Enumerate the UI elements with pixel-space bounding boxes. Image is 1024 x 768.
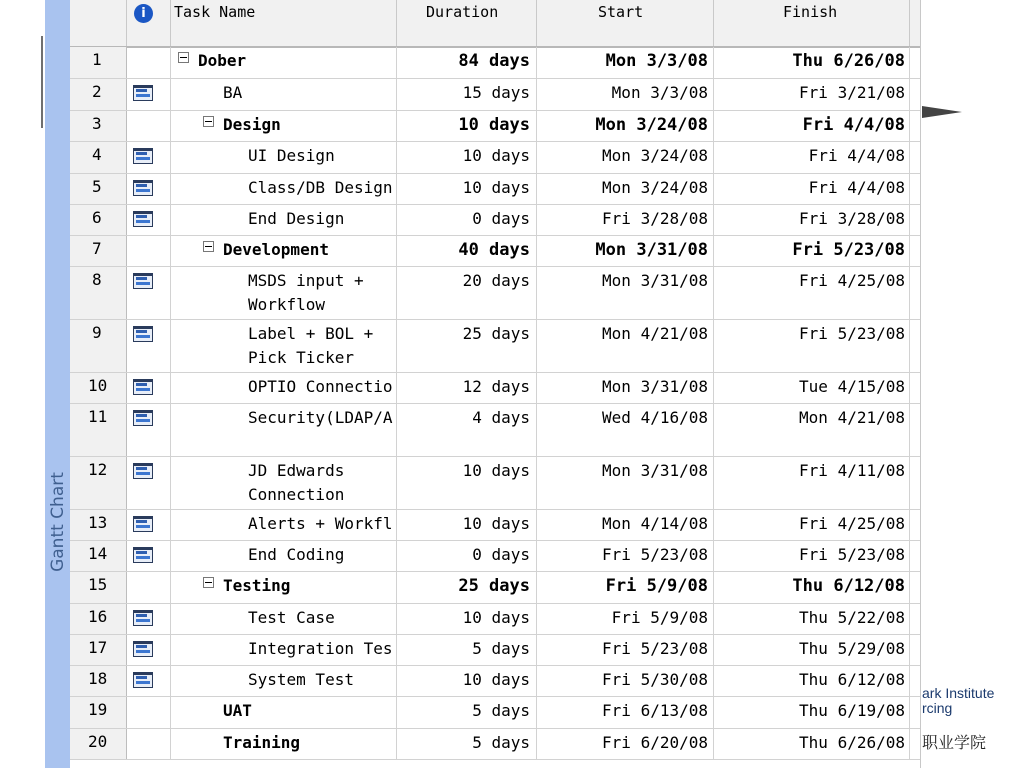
- start-value: Fri 5/9/08: [605, 576, 708, 596]
- finish-value: Mon 4/21/08: [799, 408, 905, 427]
- row-id: 3: [92, 114, 102, 133]
- indicator-cell[interactable]: [127, 79, 171, 110]
- start-value: Fri 5/30/08: [602, 670, 708, 689]
- collapse-toggle-icon[interactable]: [203, 241, 214, 252]
- task-name-cell[interactable]: [171, 373, 397, 403]
- row-id-cell[interactable]: [70, 635, 127, 665]
- start-cell[interactable]: [537, 404, 714, 456]
- start-value: Fri 5/23/08: [602, 639, 708, 658]
- pointer-arrow: [922, 106, 962, 118]
- row-id-cell[interactable]: [70, 373, 127, 403]
- start-cell[interactable]: [537, 111, 714, 141]
- finish-value: Fri 4/11/08: [799, 461, 905, 480]
- task-name: Alerts + Workfl: [248, 514, 393, 533]
- task-name: Class/DB Design: [248, 178, 393, 197]
- task-name: Integration Tes: [248, 639, 393, 658]
- finish-cell[interactable]: [714, 142, 910, 173]
- task-name-cell[interactable]: [171, 111, 397, 141]
- row-id: 17: [88, 638, 108, 657]
- duration-value: 10 days: [462, 514, 530, 533]
- indicator-cell[interactable]: [127, 142, 171, 173]
- gantt-view-label: Gantt Chart: [47, 472, 68, 572]
- table-row[interactable]: [70, 267, 920, 320]
- table-row[interactable]: [70, 320, 920, 373]
- row-id: 15: [88, 575, 108, 594]
- start-cell[interactable]: [537, 697, 714, 728]
- row-id: 8: [92, 270, 102, 289]
- row-id: 2: [92, 82, 102, 101]
- duration-value: 20 days: [462, 271, 530, 290]
- task-name: Security(LDAP/A: [248, 408, 393, 427]
- indicator-cell[interactable]: [127, 373, 171, 403]
- indicator-cell[interactable]: [127, 111, 171, 141]
- row-id: 16: [88, 607, 108, 626]
- task-name: UI Design: [248, 146, 335, 165]
- indicators-header[interactable]: [127, 0, 171, 46]
- duration-cell[interactable]: [397, 457, 537, 509]
- table-row[interactable]: [70, 174, 920, 205]
- duration-cell[interactable]: [397, 729, 537, 759]
- table-row[interactable]: [70, 604, 920, 635]
- start-cell[interactable]: [537, 666, 714, 696]
- start-value: Mon 3/31/08: [595, 240, 708, 260]
- finish-value: Thu 6/12/08: [792, 576, 905, 596]
- finish-value: Fri 5/23/08: [799, 324, 905, 343]
- duration-value: 25 days: [458, 576, 530, 596]
- duration-value: 40 days: [458, 240, 530, 260]
- indicator-cell[interactable]: [127, 510, 171, 540]
- task-name-cell[interactable]: [171, 697, 397, 728]
- slide-left-rule: [41, 36, 43, 128]
- table-row[interactable]: [70, 457, 920, 510]
- row-id: 5: [92, 177, 102, 196]
- task-name-cell[interactable]: [171, 205, 397, 235]
- start-cell[interactable]: [537, 729, 714, 759]
- task-note-icon[interactable]: [133, 516, 153, 532]
- select-all-header[interactable]: [70, 0, 127, 46]
- finish-cell[interactable]: [714, 267, 910, 319]
- start-value: Mon 3/3/08: [605, 51, 708, 71]
- finish-cell[interactable]: [714, 111, 910, 141]
- indicator-cell[interactable]: [127, 541, 171, 571]
- row-id-cell[interactable]: [70, 510, 127, 540]
- finish-value: Thu 6/12/08: [799, 670, 905, 689]
- finish-cell[interactable]: [714, 604, 910, 634]
- finish-cell[interactable]: [714, 205, 910, 235]
- task-note-icon[interactable]: [133, 379, 153, 395]
- start-cell[interactable]: [537, 541, 714, 571]
- table-row[interactable]: [70, 373, 920, 404]
- indicator-cell[interactable]: [127, 174, 171, 204]
- task-name: OPTIO Connectio: [248, 377, 393, 396]
- row-id-cell[interactable]: [70, 236, 127, 266]
- indicator-cell[interactable]: [127, 457, 171, 509]
- collapse-toggle-icon[interactable]: [203, 577, 214, 588]
- start-value: Mon 3/31/08: [602, 377, 708, 396]
- task-name: BA: [223, 83, 243, 102]
- indicator-cell[interactable]: [127, 404, 171, 456]
- duration-cell[interactable]: [397, 604, 537, 634]
- row-id: 12: [88, 460, 108, 479]
- task-name: Training: [223, 733, 301, 752]
- start-value: Wed 4/16/08: [602, 408, 708, 427]
- task-name: Test Case: [248, 608, 335, 627]
- start-cell[interactable]: [537, 174, 714, 204]
- task-name: End Design: [248, 209, 345, 228]
- row-id-cell[interactable]: [70, 729, 127, 759]
- start-value: Fri 5/23/08: [602, 545, 708, 564]
- row-id-cell[interactable]: [70, 572, 127, 603]
- indicator-cell[interactable]: [127, 604, 171, 634]
- duration-cell[interactable]: [397, 510, 537, 540]
- duration-value: 84 days: [458, 51, 530, 71]
- duration-value: 5 days: [472, 701, 530, 720]
- task-name: Dober: [198, 51, 247, 70]
- finish-cell[interactable]: [714, 457, 910, 509]
- institute-brand-cn: 职业学院: [922, 733, 987, 752]
- duration-cell[interactable]: [397, 205, 537, 235]
- duration-value: 0 days: [472, 545, 530, 564]
- start-cell[interactable]: [537, 236, 714, 266]
- start-cell[interactable]: [537, 79, 714, 110]
- column-header-row: [70, 0, 920, 48]
- finish-value: Thu 5/22/08: [799, 608, 905, 627]
- task-name-cell[interactable]: [171, 267, 397, 319]
- duration-cell[interactable]: [397, 47, 537, 78]
- row-id-cell[interactable]: [70, 541, 127, 571]
- duration-cell[interactable]: [397, 142, 537, 173]
- duration-value: 10 days: [462, 178, 530, 197]
- finish-cell[interactable]: [714, 79, 910, 110]
- row-id: 13: [88, 513, 108, 532]
- task-note-icon[interactable]: [133, 610, 153, 626]
- start-cell[interactable]: [537, 635, 714, 665]
- start-value: Mon 3/3/08: [611, 83, 708, 102]
- row-id-cell[interactable]: [70, 174, 127, 204]
- row-id-cell[interactable]: [70, 205, 127, 235]
- duration-cell[interactable]: [397, 404, 537, 456]
- row-id-cell[interactable]: [70, 267, 127, 319]
- start-value: Mon 4/21/08: [602, 324, 708, 343]
- row-id-cell[interactable]: [70, 457, 127, 509]
- finish-value: Thu 6/26/08: [792, 51, 905, 71]
- row-id-cell[interactable]: [70, 142, 127, 173]
- row-id-cell[interactable]: [70, 111, 127, 141]
- task-name-cell[interactable]: [171, 320, 397, 372]
- task-name-cell[interactable]: [171, 404, 397, 456]
- finish-cell[interactable]: [714, 572, 910, 603]
- finish-cell[interactable]: [714, 373, 910, 403]
- duration-cell[interactable]: [397, 320, 537, 372]
- table-row[interactable]: [70, 404, 920, 457]
- task-name: Label + BOL + Pick Ticker: [248, 324, 374, 367]
- start-cell[interactable]: [537, 205, 714, 235]
- finish-cell[interactable]: [714, 729, 910, 759]
- finish-value: Fri 5/23/08: [792, 240, 905, 260]
- table-row[interactable]: [70, 79, 920, 111]
- row-id: 7: [92, 239, 102, 258]
- task-name: MSDS input + Workflow: [248, 271, 364, 314]
- task-name-cell[interactable]: [171, 729, 397, 759]
- start-cell[interactable]: [537, 457, 714, 509]
- duration-value: 10 days: [462, 146, 530, 165]
- table-row[interactable]: [70, 729, 920, 760]
- duration-cell[interactable]: [397, 666, 537, 696]
- row-id-cell[interactable]: [70, 79, 127, 110]
- task-note-icon[interactable]: [133, 180, 153, 196]
- start-cell[interactable]: [537, 604, 714, 634]
- start-value: Mon 4/14/08: [602, 514, 708, 533]
- start-value: Mon 3/31/08: [602, 461, 708, 480]
- finish-value: Thu 5/29/08: [799, 639, 905, 658]
- brand-line-1: ark Institute: [922, 685, 995, 701]
- row-id-cell[interactable]: [70, 697, 127, 728]
- finish-cell[interactable]: [714, 47, 910, 78]
- duration-cell[interactable]: [397, 236, 537, 266]
- finish-cell[interactable]: [714, 666, 910, 696]
- task-note-icon[interactable]: [133, 211, 153, 227]
- finish-value: Tue 4/15/08: [799, 377, 905, 396]
- task-note-icon[interactable]: [133, 148, 153, 164]
- finish-value: Fri 3/28/08: [799, 209, 905, 228]
- table-row[interactable]: [70, 510, 920, 541]
- task-name: End Coding: [248, 545, 345, 564]
- task-name-cell[interactable]: [171, 666, 397, 696]
- duration-cell[interactable]: [397, 174, 537, 204]
- brand-line-2: rcing: [922, 700, 953, 716]
- duration-value: 25 days: [462, 324, 530, 343]
- duration-value: 12 days: [462, 377, 530, 396]
- indicator-cell[interactable]: [127, 666, 171, 696]
- row-id: 19: [88, 700, 108, 719]
- task-note-icon[interactable]: [133, 641, 153, 657]
- finish-cell[interactable]: [714, 510, 910, 540]
- finish-value: Fri 5/23/08: [799, 545, 905, 564]
- duration-value: 10 days: [462, 461, 530, 480]
- finish-cell[interactable]: [714, 174, 910, 204]
- row-id-cell[interactable]: [70, 47, 127, 78]
- duration-value: 15 days: [462, 83, 530, 102]
- info-icon: i: [134, 4, 153, 23]
- table-row[interactable]: [70, 111, 920, 142]
- table-row[interactable]: [70, 572, 920, 604]
- task-name-cell[interactable]: [171, 572, 397, 603]
- row-id: 10: [88, 376, 108, 395]
- start-header[interactable]: Start: [537, 0, 714, 46]
- task-note-icon[interactable]: [133, 672, 153, 688]
- row-id-cell[interactable]: [70, 666, 127, 696]
- table-row[interactable]: [70, 47, 920, 79]
- indicator-cell[interactable]: [127, 697, 171, 728]
- start-cell[interactable]: [537, 572, 714, 603]
- duration-cell[interactable]: [397, 635, 537, 665]
- task-name-cell[interactable]: [171, 47, 397, 78]
- start-cell[interactable]: [537, 510, 714, 540]
- table-row[interactable]: [70, 205, 920, 236]
- finish-cell[interactable]: [714, 236, 910, 266]
- task-name-header[interactable]: Task Name: [171, 0, 397, 46]
- gantt-view-bar[interactable]: [45, 0, 71, 768]
- row-id-cell[interactable]: [70, 320, 127, 372]
- finish-value: Thu 6/19/08: [799, 701, 905, 720]
- table-row[interactable]: [70, 142, 920, 174]
- task-name: Design: [223, 115, 281, 134]
- finish-cell[interactable]: [714, 541, 910, 571]
- start-cell[interactable]: [537, 142, 714, 173]
- indicator-cell[interactable]: [127, 635, 171, 665]
- start-value: Mon 3/24/08: [602, 146, 708, 165]
- start-value: Fri 6/13/08: [602, 701, 708, 720]
- table-row[interactable]: [70, 236, 920, 267]
- task-name-cell[interactable]: [171, 541, 397, 571]
- indicator-cell[interactable]: [127, 320, 171, 372]
- start-value: Fri 3/28/08: [602, 209, 708, 228]
- task-name-cell[interactable]: [171, 236, 397, 266]
- start-cell[interactable]: [537, 373, 714, 403]
- finish-cell[interactable]: [714, 320, 910, 372]
- collapse-toggle-icon[interactable]: [203, 116, 214, 127]
- task-note-icon[interactable]: [133, 273, 153, 289]
- task-note-icon[interactable]: [133, 547, 153, 563]
- task-name: Testing: [223, 576, 291, 595]
- table-row[interactable]: [70, 541, 920, 572]
- indicator-cell[interactable]: [127, 236, 171, 266]
- indicator-cell[interactable]: [127, 267, 171, 319]
- duration-cell[interactable]: [397, 541, 537, 571]
- duration-value: 10 days: [458, 115, 530, 135]
- row-id-cell[interactable]: [70, 604, 127, 634]
- start-cell[interactable]: [537, 47, 714, 78]
- start-value: Fri 5/9/08: [611, 608, 708, 627]
- row-id: 11: [88, 407, 108, 426]
- row-id: 4: [92, 145, 102, 164]
- task-name-cell[interactable]: [171, 457, 397, 509]
- row-id: 1: [92, 50, 102, 69]
- finish-value: Fri 3/21/08: [799, 83, 905, 102]
- start-value: Mon 3/24/08: [595, 115, 708, 135]
- duration-value: 5 days: [472, 733, 530, 752]
- institute-brand: [922, 686, 994, 716]
- duration-value: 4 days: [472, 408, 530, 427]
- finish-value: Fri 4/4/08: [808, 178, 905, 197]
- task-note-icon[interactable]: [133, 85, 153, 101]
- finish-header[interactable]: Finish: [714, 0, 910, 46]
- task-name-cell[interactable]: [171, 604, 397, 634]
- duration-cell[interactable]: [397, 267, 537, 319]
- start-cell[interactable]: [537, 320, 714, 372]
- duration-value: 10 days: [462, 608, 530, 627]
- duration-value: 10 days: [462, 670, 530, 689]
- row-id: 9: [92, 323, 102, 342]
- duration-value: 0 days: [472, 209, 530, 228]
- task-note-icon[interactable]: [133, 463, 153, 479]
- start-value: Mon 3/24/08: [602, 178, 708, 197]
- task-name: JD Edwards Connection: [248, 461, 345, 504]
- task-sheet: [70, 0, 921, 768]
- row-id: 18: [88, 669, 108, 688]
- task-name-cell[interactable]: [171, 510, 397, 540]
- row-id-cell[interactable]: [70, 404, 127, 456]
- row-id: 6: [92, 208, 102, 227]
- indicator-cell[interactable]: [127, 47, 171, 78]
- table-row[interactable]: [70, 697, 920, 729]
- indicator-cell[interactable]: [127, 729, 171, 759]
- task-name: System Test: [248, 670, 354, 689]
- task-name-cell[interactable]: [171, 635, 397, 665]
- finish-cell[interactable]: [714, 697, 910, 728]
- finish-value: Fri 4/25/08: [799, 271, 905, 290]
- task-note-icon[interactable]: [133, 410, 153, 426]
- indicator-cell[interactable]: [127, 205, 171, 235]
- table-row[interactable]: [70, 635, 920, 666]
- duration-value: 5 days: [472, 639, 530, 658]
- table-row[interactable]: [70, 666, 920, 697]
- start-value: Mon 3/31/08: [602, 271, 708, 290]
- finish-value: Fri 4/4/08: [808, 146, 905, 165]
- row-id: 14: [88, 544, 108, 563]
- indicator-cell[interactable]: [127, 572, 171, 603]
- duration-cell[interactable]: [397, 373, 537, 403]
- task-name: Development: [223, 240, 329, 259]
- duration-cell[interactable]: [397, 697, 537, 728]
- start-value: Fri 6/20/08: [602, 733, 708, 752]
- finish-value: Fri 4/25/08: [799, 514, 905, 533]
- task-name-cell[interactable]: [171, 79, 397, 110]
- duration-cell[interactable]: [397, 79, 537, 110]
- collapse-toggle-icon[interactable]: [178, 52, 189, 63]
- task-name-cell[interactable]: [171, 142, 397, 173]
- finish-value: Thu 6/26/08: [799, 733, 905, 752]
- duration-header[interactable]: Duration: [397, 0, 537, 46]
- duration-cell[interactable]: [397, 111, 537, 141]
- finish-cell[interactable]: [714, 404, 910, 456]
- start-cell[interactable]: [537, 267, 714, 319]
- finish-cell[interactable]: [714, 635, 910, 665]
- task-note-icon[interactable]: [133, 326, 153, 342]
- row-id: 20: [88, 732, 108, 751]
- duration-cell[interactable]: [397, 572, 537, 603]
- task-name: UAT: [223, 701, 252, 720]
- finish-value: Fri 4/4/08: [802, 115, 905, 135]
- task-name-cell[interactable]: [171, 174, 397, 204]
